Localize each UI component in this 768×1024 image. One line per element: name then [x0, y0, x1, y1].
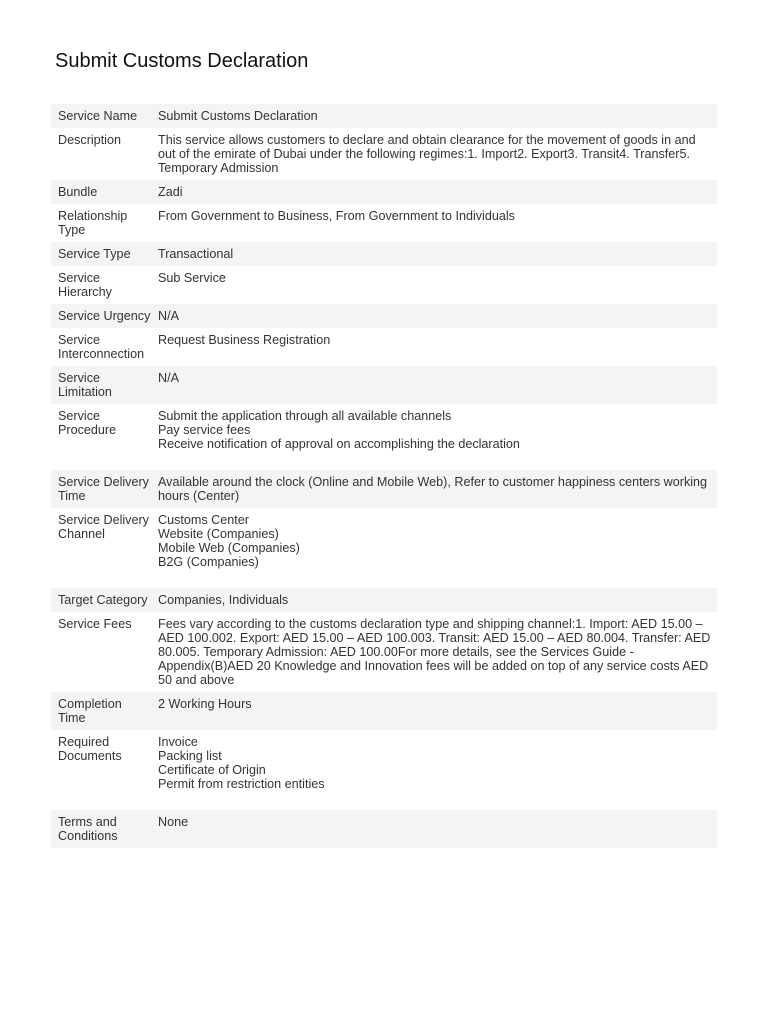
row-label: Service Procedure [58, 409, 117, 437]
list-line: Packing list [158, 749, 222, 763]
list-line: Customs Center [158, 513, 249, 527]
row-label: Relationship Type [58, 209, 128, 237]
row-value: Sub Service [158, 271, 226, 285]
row-value-list [151, 730, 717, 810]
row-value: N/A [158, 371, 179, 385]
list-line: Receive notification of approval on accomplishing the declaration [158, 437, 520, 451]
list-line: Pay service fees [158, 423, 251, 437]
row-value: Companies, Individuals [158, 593, 289, 607]
row-service-urgency [51, 304, 717, 328]
row-service-fees [51, 612, 717, 692]
row-service-name [51, 104, 717, 128]
row-service-limitation [51, 366, 717, 404]
row-value: Zadi [158, 185, 183, 199]
list-line: Mobile Web (Companies) [158, 541, 300, 555]
list-line: Certificate of Origin [158, 763, 266, 777]
row-value: Submit Customs Declaration [158, 109, 318, 123]
row-label: Terms and Conditions [58, 815, 118, 843]
list-line: Invoice [158, 735, 198, 749]
row-service-delivery-channel [51, 508, 717, 588]
row-value: Fees vary according to the customs declaration type and shipping channel:1. Import: AED 15.00 – AED 100.002. Export: AED 15.00 – AED 100.003. Transit: AED 15.00 – AED 80.004. Transfer: AED 80.005. Temporary Admission: AED 100.00For more details, see the Services Guide - Appendix(B)AED 20 Knowledge and Innovation fees will be added on top of any service costs AED 50 and above [158, 617, 711, 687]
row-terms-and-conditions [51, 810, 717, 848]
row-label: Completion Time [58, 697, 122, 725]
row-required-documents [51, 730, 717, 810]
row-value: Available around the clock (Online and Mobile Web), Refer to customer happiness centers working hours (Center) [158, 475, 708, 503]
list-line: Permit from restriction entities [158, 777, 325, 791]
row-completion-time [51, 692, 717, 730]
row-label: Service Fees [58, 617, 132, 631]
row-service-interconnection [51, 328, 717, 366]
row-value: None [158, 815, 189, 829]
row-label: Service Delivery Time [58, 475, 149, 503]
row-service-type [51, 242, 717, 266]
row-label: Bundle [58, 185, 98, 199]
row-label: Service Interconnection [58, 333, 145, 361]
row-service-procedure [51, 404, 717, 470]
row-label: Service Name [58, 109, 138, 123]
row-label: Required Documents [58, 735, 122, 763]
row-label: Target Category [58, 593, 148, 607]
row-service-hierarchy [51, 266, 717, 304]
row-label: Service Limitation [58, 371, 112, 399]
row-label: Service Type [58, 247, 131, 261]
row-relationship-type [51, 204, 717, 242]
row-label: Service Delivery Channel [58, 513, 149, 541]
row-value: Request Business Registration [158, 333, 331, 347]
row-value: From Government to Business, From Government to Individuals [158, 209, 515, 223]
row-label: Service Hierarchy [58, 271, 112, 299]
service-details-table [51, 104, 717, 848]
list-line: Submit the application through all available channels [158, 409, 452, 423]
row-value: Transactional [158, 247, 234, 261]
row-value: N/A [158, 309, 179, 323]
list-line: Website (Companies) [158, 527, 279, 541]
row-value-list [151, 508, 717, 588]
row-label: Service Urgency [58, 309, 151, 323]
row-value: 2 Working Hours [158, 697, 252, 711]
row-value-list [151, 404, 717, 470]
row-target-category [51, 588, 717, 612]
row-description [51, 128, 717, 180]
row-bundle [51, 180, 717, 204]
row-label: Description [58, 133, 121, 147]
row-value: This service allows customers to declare and obtain clearance for the movement of goods in and out of the emirate of Dubai under the following regimes:1. Import2. Export3. Transit4. Transfer5. Temporary Admission [158, 133, 696, 175]
list-line: B2G (Companies) [158, 555, 259, 569]
page-title: Submit Customs Declaration [55, 50, 309, 72]
row-service-delivery-time [51, 470, 717, 508]
